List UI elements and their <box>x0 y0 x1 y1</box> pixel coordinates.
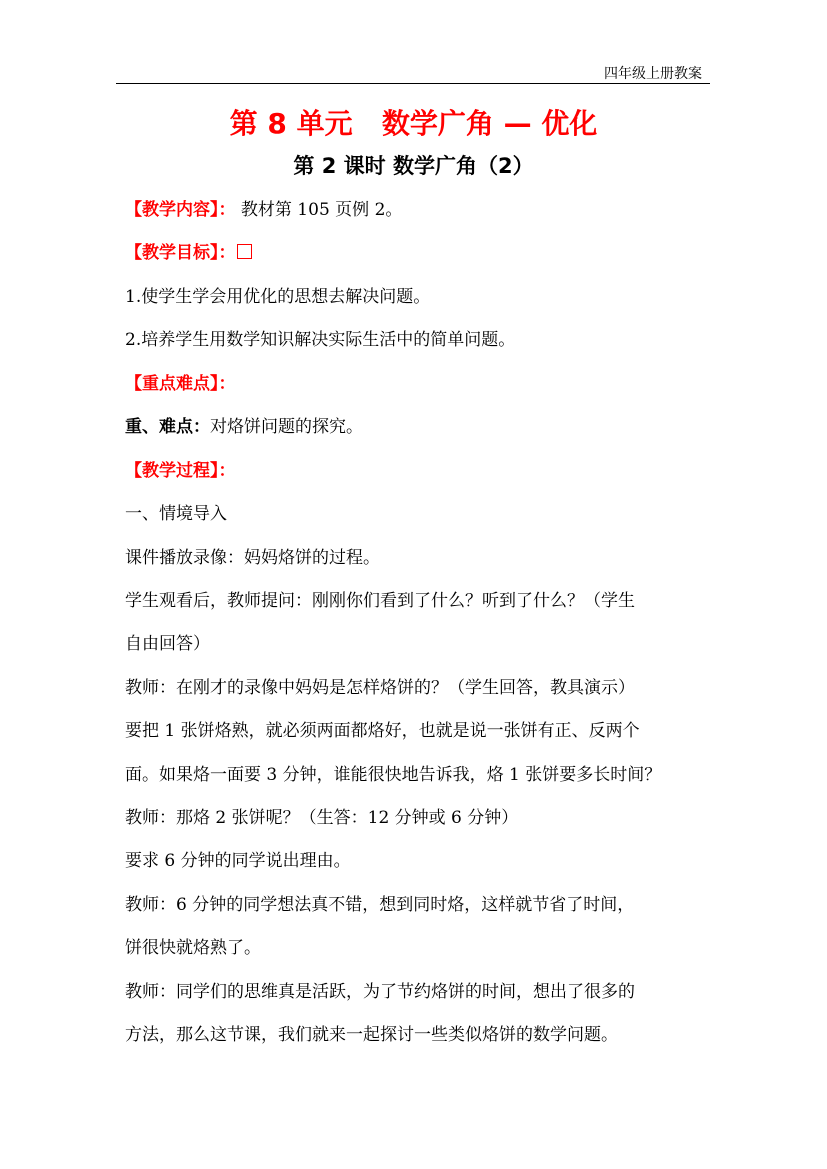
body-paragraph-line: 一、情境导入 <box>125 504 227 524</box>
body-paragraph-line: 饼很快就烙熟了。 <box>125 938 261 958</box>
process-label: 【教学过程】： <box>125 461 236 481</box>
body-paragraph-line: 学生观看后，教师提问：刚刚你们看到了什么？听到了什么？（学生 <box>125 591 635 611</box>
content-row <box>125 198 715 222</box>
process-row <box>125 459 715 483</box>
body-paragraph-line: 教师：那烙 2 张饼呢？（生答：12 分钟或 6 分钟） <box>125 808 519 828</box>
goals-label: 【教学目标】： <box>125 243 236 263</box>
keypoints-detail <box>125 415 715 439</box>
body-paragraph-line: 要求 6 分钟的同学说出理由。 <box>125 851 351 871</box>
header-text: 四年级上册教案 <box>604 66 702 82</box>
checkbox-icon <box>237 244 252 259</box>
goal-item-1: 1.使学生学会用优化的思想去解决问题。 <box>125 287 431 307</box>
keypoints-text: 对烙饼问题的探究。 <box>210 417 363 437</box>
body-paragraph-line: 课件播放录像：妈妈烙饼的过程。 <box>125 548 380 568</box>
body-paragraph-line: 教师：在刚才的录像中妈妈是怎样烙饼的？（学生回答，教具演示） <box>125 678 635 698</box>
body-paragraph-line: 面。如果烙一面要 3 分钟，谁能很快地告诉我，烙 1 张饼要多长时间？ <box>125 765 662 785</box>
content-label: 【教学内容】： <box>125 200 236 220</box>
unit-title: 第 8 单元 数学广角 — 优化 <box>229 107 598 140</box>
goal-item-2: 2.培养学生用数学知识解决实际生活中的简单问题。 <box>125 330 516 350</box>
keypoints-row <box>125 372 715 396</box>
header-divider <box>116 83 710 84</box>
keypoints-prefix: 重、难点： <box>125 417 210 437</box>
body-paragraph-line: 自由回答） <box>125 634 210 654</box>
body-paragraph-line: 教师：同学们的思维真是活跃，为了节约烙饼的时间，想出了很多的 <box>125 982 635 1002</box>
body-paragraph-line: 方法，那么这节课，我们就来一起探讨一些类似烙饼的数学问题。 <box>125 1025 618 1045</box>
lesson-subtitle: 第 2 课时 数学广角（2） <box>293 154 534 178</box>
body-paragraph-line: 要把 1 张饼烙熟，就必须两面都烙好，也就是说一张饼有正、反两个 <box>125 721 640 741</box>
goals-row <box>125 241 715 265</box>
keypoints-label: 【重点难点】： <box>125 374 236 394</box>
content-text: 教材第 105 页例 2。 <box>235 200 403 220</box>
body-paragraph-line: 教师：6 分钟的同学想法真不错，想到同时烙，这样就节省了时间， <box>125 895 635 915</box>
